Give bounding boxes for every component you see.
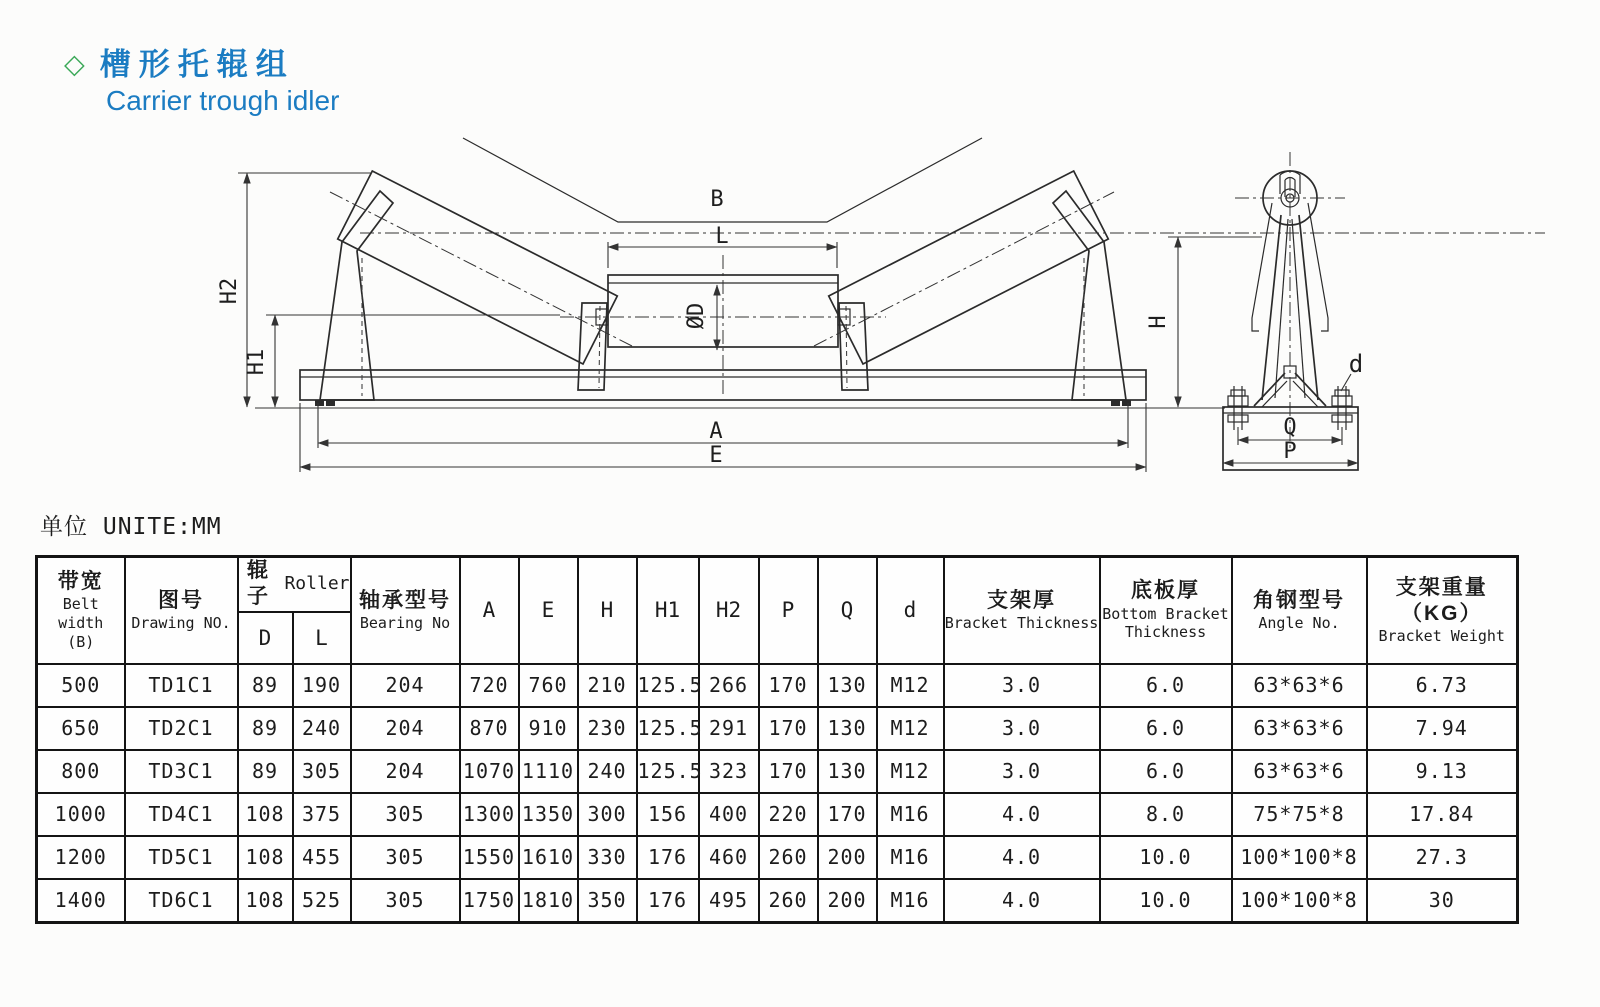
table-cell: 720 [460, 664, 519, 707]
table-cell: M12 [877, 664, 944, 707]
dim-label-b: B [710, 187, 724, 212]
table-cell: 108 [238, 836, 293, 879]
roller-zh: 辊子 [246, 559, 270, 609]
table-cell: 200 [818, 879, 877, 923]
table-cell: 63*63*6 [1232, 664, 1367, 707]
col-header-h: H [578, 557, 637, 664]
table-cell: 130 [818, 707, 877, 750]
table-cell: 305 [351, 836, 460, 879]
diamond-icon: ◇ [64, 49, 85, 80]
table-cell: 190 [293, 664, 351, 707]
table-cell: 8.0 [1100, 793, 1232, 836]
table-cell: 400 [699, 793, 759, 836]
side-view-drawing [1146, 152, 1363, 470]
table-cell: 460 [699, 836, 759, 879]
col-header-h1: H1 [637, 557, 699, 664]
table-cell: 130 [818, 750, 877, 793]
bottom-bracket-zh: 底板厚 [1131, 579, 1200, 603]
table-cell: 200 [818, 836, 877, 879]
table-cell: TD3C1 [125, 750, 238, 793]
table-cell: 495 [699, 879, 759, 923]
col-header-angle [1232, 557, 1367, 664]
table-cell: 176 [637, 879, 699, 923]
table-row [37, 707, 1518, 750]
table-cell: M16 [877, 793, 944, 836]
table-cell: 500 [37, 664, 125, 707]
table-row [37, 879, 1518, 923]
spec-table-body [37, 664, 1518, 923]
table-cell: 170 [759, 664, 818, 707]
table-cell: 1350 [519, 793, 578, 836]
table-cell: 650 [37, 707, 125, 750]
table-cell: 330 [578, 836, 637, 879]
dim-label-e: E [709, 443, 723, 468]
drawing-no-en: Drawing NO. [131, 614, 231, 632]
bracket-thickness-en: Bracket Thickness [944, 614, 1099, 632]
table-cell: 870 [460, 707, 519, 750]
table-cell: 455 [293, 836, 351, 879]
table-cell: TD1C1 [125, 664, 238, 707]
spec-table [35, 555, 1519, 924]
table-cell: M16 [877, 836, 944, 879]
table-cell: 4.0 [944, 836, 1100, 879]
table-cell: 63*63*6 [1232, 750, 1367, 793]
table-cell: 305 [293, 750, 351, 793]
col-header-roller [238, 557, 351, 612]
col-header-bearing [351, 557, 460, 664]
table-cell: 108 [238, 879, 293, 923]
table-cell: 9.13 [1367, 750, 1518, 793]
table-cell: 800 [37, 750, 125, 793]
table-cell: 240 [578, 750, 637, 793]
col-header-h2: H2 [699, 557, 759, 664]
col-header-bottom-bracket [1100, 557, 1232, 664]
table-cell: 170 [759, 707, 818, 750]
table-cell: 910 [519, 707, 578, 750]
table-cell: 240 [293, 707, 351, 750]
col-header-roller-d: D [238, 612, 293, 664]
table-cell: 4.0 [944, 879, 1100, 923]
table-cell: 1610 [519, 836, 578, 879]
table-cell: 176 [637, 836, 699, 879]
table-row [37, 836, 1518, 879]
table-cell: 1300 [460, 793, 519, 836]
table-cell: 1070 [460, 750, 519, 793]
bottom-bracket-en1: Bottom Bracket [1102, 604, 1229, 623]
dim-label-q: Q [1283, 415, 1297, 440]
bottom-bracket-en2: Thickness [1124, 623, 1207, 642]
table-cell: M12 [877, 750, 944, 793]
bearing-zh: 轴承型号 [359, 588, 451, 612]
table-cell: 300 [578, 793, 637, 836]
table-cell: 100*100*8 [1232, 836, 1367, 879]
table-cell: TD2C1 [125, 707, 238, 750]
table-cell: 170 [759, 750, 818, 793]
table-cell: 220 [759, 793, 818, 836]
table-cell: 210 [578, 664, 637, 707]
weight-zh: 支架重量（KG） [1395, 575, 1488, 625]
table-cell: 3.0 [944, 750, 1100, 793]
belt-width-en: Belt width [58, 595, 104, 632]
table-cell: 75*75*8 [1232, 793, 1367, 836]
table-cell: 1550 [460, 836, 519, 879]
table-row [37, 793, 1518, 836]
table-cell: 1000 [37, 793, 125, 836]
table-row [37, 664, 1518, 707]
col-header-d: d [877, 557, 944, 664]
dim-label-h: H [1146, 315, 1171, 329]
angle-en: Angle No. [1258, 614, 1340, 632]
dim-label-d: d [1348, 350, 1364, 378]
angle-zh: 角钢型号 [1253, 588, 1345, 612]
bracket-thickness-zh: 支架厚 [987, 588, 1056, 612]
table-cell: 1810 [519, 879, 578, 923]
table-cell: 108 [238, 793, 293, 836]
table-cell: 1400 [37, 879, 125, 923]
table-cell: 89 [238, 750, 293, 793]
table-cell: 125.5 [637, 664, 699, 707]
table-cell: 1110 [519, 750, 578, 793]
table-cell: 375 [293, 793, 351, 836]
table-cell: 27.3 [1367, 836, 1518, 879]
table-cell: 125.5 [637, 750, 699, 793]
table-cell: 305 [351, 793, 460, 836]
table-cell: TD6C1 [125, 879, 238, 923]
table-cell: 4.0 [944, 793, 1100, 836]
table-cell: 89 [238, 707, 293, 750]
table-cell: 291 [699, 707, 759, 750]
table-cell: 63*63*6 [1232, 707, 1367, 750]
table-cell: 6.0 [1100, 664, 1232, 707]
table-cell: 7.94 [1367, 707, 1518, 750]
table-cell: 204 [351, 750, 460, 793]
table-cell: 760 [519, 664, 578, 707]
drawing-no-zh: 图号 [158, 588, 204, 612]
dim-label-p: P [1283, 439, 1297, 464]
table-cell: 260 [759, 836, 818, 879]
table-cell: 156 [637, 793, 699, 836]
table-cell: M12 [877, 707, 944, 750]
col-header-weight [1367, 557, 1518, 664]
table-cell: 3.0 [944, 664, 1100, 707]
dim-label-diameter: ØD [684, 302, 709, 330]
table-cell: 170 [818, 793, 877, 836]
col-header-q: Q [818, 557, 877, 664]
table-cell: 6.73 [1367, 664, 1518, 707]
table-cell: M16 [877, 879, 944, 923]
col-header-belt-width [37, 557, 125, 664]
page-title-zh: 槽形托辊组 [99, 47, 295, 82]
dim-label-h1: H1 [244, 348, 269, 376]
dim-label-l: L [715, 224, 729, 249]
table-cell: 130 [818, 664, 877, 707]
table-cell: 323 [699, 750, 759, 793]
roller-en: Roller [284, 573, 350, 594]
table-cell: 204 [351, 707, 460, 750]
table-cell: 266 [699, 664, 759, 707]
belt-width-zh: 带宽 [57, 570, 104, 593]
table-cell: 125.5 [637, 707, 699, 750]
table-cell: 17.84 [1367, 793, 1518, 836]
col-header-p: P [759, 557, 818, 664]
table-cell: 6.0 [1100, 750, 1232, 793]
dim-label-a: A [709, 419, 723, 444]
page-title-en: Carrier trough idler [106, 85, 340, 117]
table-cell: 6.0 [1100, 707, 1232, 750]
table-cell: 30 [1367, 879, 1518, 923]
table-cell: TD4C1 [125, 793, 238, 836]
belt-width-sub: (B) [67, 632, 95, 651]
table-cell: 100*100*8 [1232, 879, 1367, 923]
table-cell: 1200 [37, 836, 125, 879]
table-cell: 10.0 [1100, 879, 1232, 923]
col-header-a: A [460, 557, 519, 664]
table-cell: 1750 [460, 879, 519, 923]
table-cell: 89 [238, 664, 293, 707]
unit-note: 单位 UNITE:MM [40, 514, 222, 540]
bearing-en: Bearing No [359, 614, 451, 632]
table-cell: 10.0 [1100, 836, 1232, 879]
col-header-drawing-no [125, 557, 238, 664]
table-cell: 230 [578, 707, 637, 750]
weight-en: Bracket Weight [1378, 627, 1505, 646]
col-header-e: E [519, 557, 578, 664]
table-cell: 350 [578, 879, 637, 923]
col-header-roller-l: L [293, 612, 351, 664]
table-cell: TD5C1 [125, 836, 238, 879]
dim-label-h2: H2 [217, 277, 242, 305]
table-cell: 3.0 [944, 707, 1100, 750]
table-row [37, 750, 1518, 793]
table-cell: 525 [293, 879, 351, 923]
table-cell: 260 [759, 879, 818, 923]
table-cell: 305 [351, 879, 460, 923]
col-header-bracket-thickness [944, 557, 1100, 664]
table-cell: 204 [351, 664, 460, 707]
